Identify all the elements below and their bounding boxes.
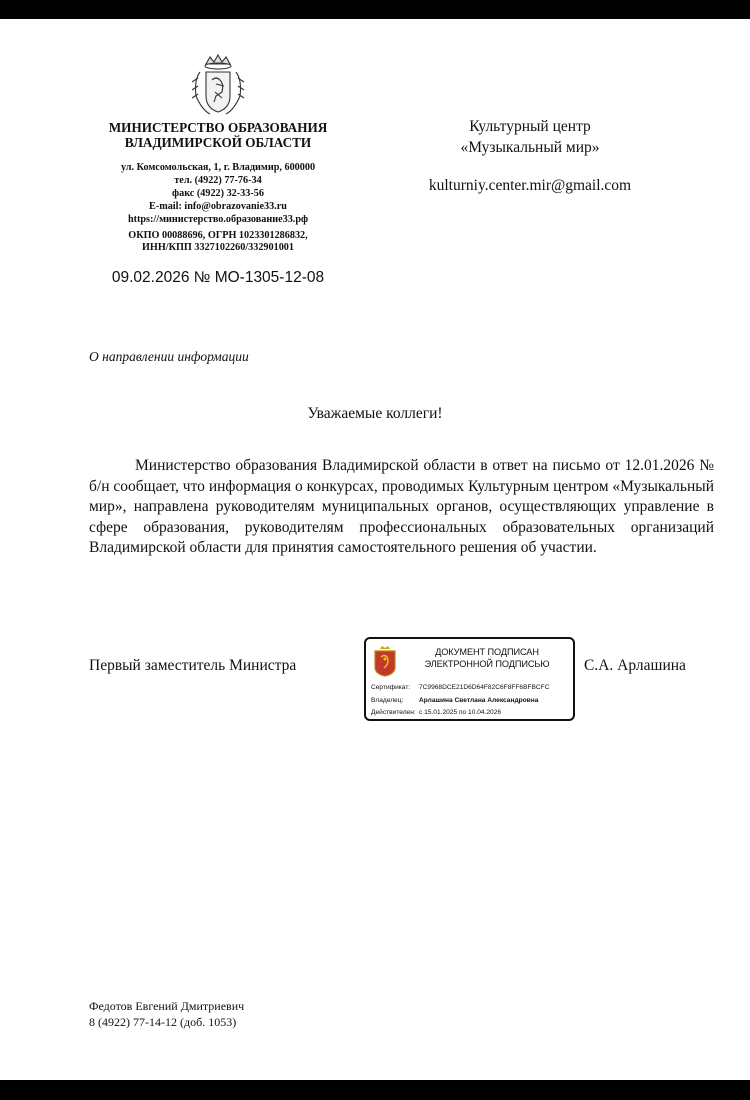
ministry-fax: факс (4922) 32-33-56 bbox=[172, 187, 264, 199]
ministry-name: МИНИСТЕРСТВО ОБРАЗОВАНИЯ ВЛАДИМИРСКОЙ ОБЛАСТИ bbox=[108, 120, 328, 150]
document-reference: 09.02.2026 № МО-1305-12-08 bbox=[111, 269, 325, 286]
letter-body: Министерство образования Владимирской области в ответ на письмо от 12.01.2026 № б/н сообщает, что информация о конкурсах, проводимых Культурным центром «Музыкальный мир», направлена руководителям муниципальных органов, осуществляющих управление в сфере образования, руководителям профессиональных образовательных организаций Владимирской области для принятия самостоятельного решения об участии. bbox=[89, 457, 714, 557]
electronic-signature-stamp bbox=[364, 637, 575, 721]
signatory-title: Первый заместитель Министра bbox=[89, 657, 297, 674]
letter-greeting: Уважаемые коллеги! bbox=[307, 405, 443, 422]
stamp-title: ДОКУМЕНТ ПОДПИСАН ЭЛЕКТРОННОЙ ПОДПИСЬЮ bbox=[424, 647, 550, 669]
ministry-registration-codes: ОКПО 00088696, ОГРН 1023301286832, ИНН/КПП 3327102260/332901001 bbox=[128, 229, 308, 254]
ministry-header-block bbox=[88, 120, 348, 255]
ministry-contacts bbox=[88, 162, 348, 227]
signatory-name: С.А. Арлашина bbox=[584, 657, 686, 674]
coat-of-arms-icon bbox=[186, 52, 250, 118]
executor-block bbox=[89, 999, 244, 1030]
recipient-block: Культурный центр «Музыкальный мир» bbox=[460, 118, 600, 156]
ministry-address: ул. Комсомольская, 1, г. Владимир, 600000 bbox=[120, 162, 316, 173]
recipient-email: kulturniy.center.mir@gmail.com bbox=[428, 177, 632, 194]
top-black-bar bbox=[0, 0, 750, 19]
stamp-validity-value: с 15.01.2025 по 10.04.2026 bbox=[419, 709, 502, 716]
stamp-certificate-row: Сертификат: 7C9968DCE21D6D64F82C6F8FF6BFBCFC bbox=[371, 684, 550, 691]
bottom-black-bar bbox=[0, 1080, 750, 1100]
stamp-validity-row: Действителен: с 15.01.2025 по 10.04.2026 bbox=[371, 709, 502, 716]
ministry-phone: тел. (4922) 77-76-34 bbox=[174, 174, 262, 186]
stamp-emblem-icon bbox=[372, 645, 398, 677]
stamp-owner-value: Арлашина Светлана Александровна bbox=[419, 697, 539, 704]
ministry-email: E-mail: info@obrazovanie33.ru bbox=[149, 200, 287, 212]
executor-phone: 8 (4922) 77-14-12 (доб. 1053) bbox=[89, 1014, 237, 1029]
ministry-website: https://министерство.образование33.рф bbox=[127, 213, 309, 225]
stamp-certificate-value: 7C9968DCE21D6D64F82C6F8FF6BFBCFC bbox=[419, 684, 550, 691]
letter-subject: О направлении информации bbox=[89, 349, 249, 364]
stamp-owner-row: Владелец: Арлашина Светлана Александровна bbox=[371, 697, 539, 704]
executor-name: Федотов Евгений Дмитриевич bbox=[89, 999, 245, 1013]
